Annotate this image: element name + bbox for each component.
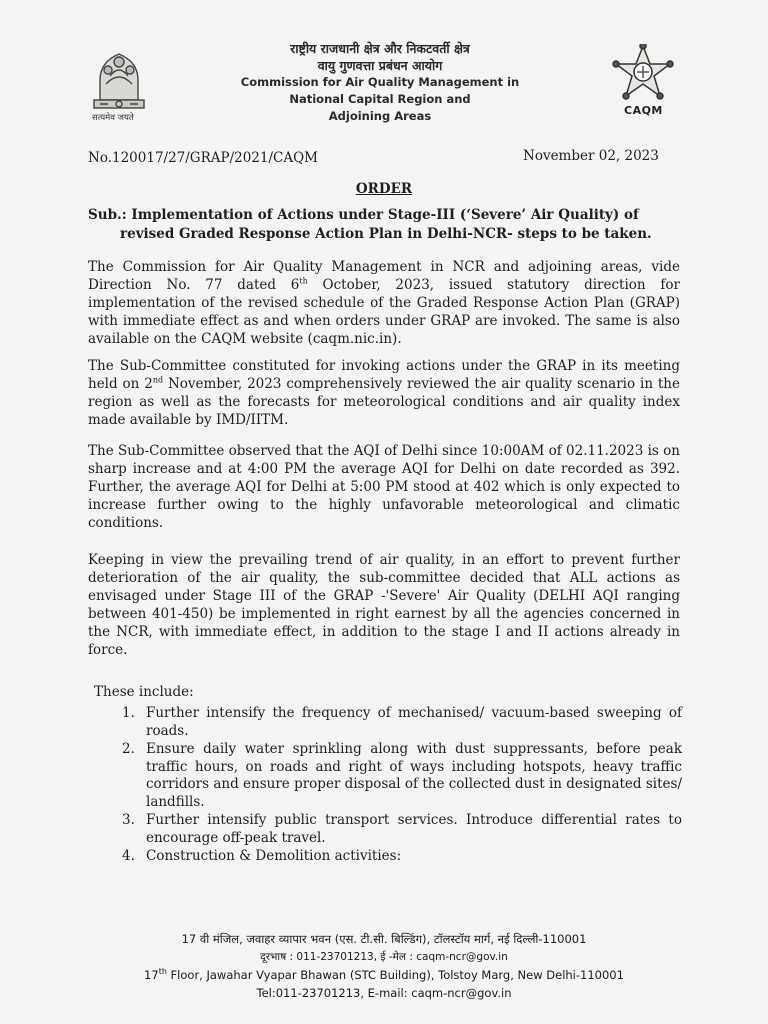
paragraph-4: Keeping in view the prevailing trend of air quality, in an effort to prevent further deterioration of the air quality, the sub-committee decided that ALL actions as envisaged under Stage III of the GRAP -'Severe' Air Quality (DELHI AQI ranging between 401-450) be implemented in right earnest by all the agencies concerned in the NCR, with immediate effect, in addition to the stage I and II actions already in force. <box>88 552 680 658</box>
order-date: November 02, 2023 <box>523 148 659 164</box>
hindi-name-line2: वायु गुणवत्ता प्रबंधन आयोग <box>317 58 443 73</box>
subject <box>88 206 688 244</box>
paragraph-5: These include: <box>94 684 194 700</box>
letterhead <box>200 40 560 125</box>
footer-english-contact: Tel:011-23701213, E-mail: caqm-ncr@gov.in <box>256 986 512 1000</box>
p1-sup: th <box>299 276 308 286</box>
actions-list <box>122 705 682 867</box>
paragraph-3: The Sub-Committee observed that the AQI of Delhi since 10:00AM of 02.11.2023 is on sharp increase and at 4:00 PM the average AQI for Delhi on date recorded as 392. Further, the average AQI for Delhi at 5:00 PM stood at 402 which is only expected to increase further owing to the highly unfavorable meteorological and climatic conditions. <box>88 443 680 531</box>
p2-sup: nd <box>152 375 164 385</box>
logo-text: CAQM <box>624 104 663 117</box>
list-item: 3. Further intensify public transport services. Introduce differential rates to encourage off-peak travel. <box>122 812 682 846</box>
p2-text-b: November, 2023 comprehensively reviewed the air quality scenario in the region as well as the forecasts for meteorological conditions and air quality index made available by IMD/IITM. <box>88 376 680 428</box>
paragraph-1 <box>88 258 680 348</box>
emblem-motto: सत्यमेव जयते <box>92 113 134 123</box>
list-item: 4. Construction & Demolition activities: <box>122 848 402 864</box>
lion-capital-icon <box>80 40 158 112</box>
list-item: 1. Further intensify the frequency of mechanised/ vacuum-based sweeping of roads. <box>122 705 682 739</box>
english-name-line3: Adjoining Areas <box>328 109 432 123</box>
hindi-name-line1: राष्ट्रीय राजधानी क्षेत्र और निकटवर्ती क्षेत्र <box>290 41 470 56</box>
subject-line2: revised Graded Response Action Plan in Delhi-NCR- steps to be taken. <box>120 226 652 242</box>
p1-text-a: The Commission for Air Quality Management in NCR and adjoining areas, vide Direction No. 77 dated 6 <box>88 259 680 293</box>
english-name-line1: Commission for Air Quality Management in <box>240 75 520 89</box>
star-logo-icon <box>608 44 678 104</box>
subject-line1: Sub.: Implementation of Actions under Stage-III (‘Severe’ Air Quality) of <box>88 207 639 223</box>
p2-text-a: The Sub-Committee constituted for invoking actions under the GRAP in its meeting held on 2 <box>88 358 680 392</box>
list-item: 2. Ensure daily water sprinkling along with dust suppressants, before peak traffic hours, on roads and right of ways including hotspots, heavy traffic corridors and ensure proper disposal of the collected dust in designated sites/ landfills. <box>122 741 682 810</box>
p1-text-b: October, 2023, issued statutory direction for implementation of the revised schedule of the Graded Response Action Plan (GRAP) with immediate effect as and when orders under GRAP are invoked. The same is also available on the CAQM website (caqm.nic.in). <box>88 277 680 347</box>
footer-hindi-address: 17 वी मंजिल, जवाहर व्यापार भवन (एस. टी.सी. बिल्डिंग), टॉलस्टॉय मार्ग, नई दिल्ली-110001 <box>181 932 587 946</box>
page-title: ORDER <box>355 181 413 197</box>
footer-english-address: 17th Floor, Jawahar Vyapar Bhawan (STC Building), Tolstoy Marg, New Delhi-110001 <box>144 967 624 982</box>
footer-address <box>0 930 768 1002</box>
paragraph-2 <box>88 357 680 429</box>
english-name-line2: National Capital Region and <box>289 92 471 106</box>
reference-number: No.120017/27/GRAP/2021/CAQM <box>88 150 319 166</box>
footer-hindi-contact: दूरभाष : 011-23701213, ई -मेल : caqm-ncr@gov.in <box>260 951 508 963</box>
